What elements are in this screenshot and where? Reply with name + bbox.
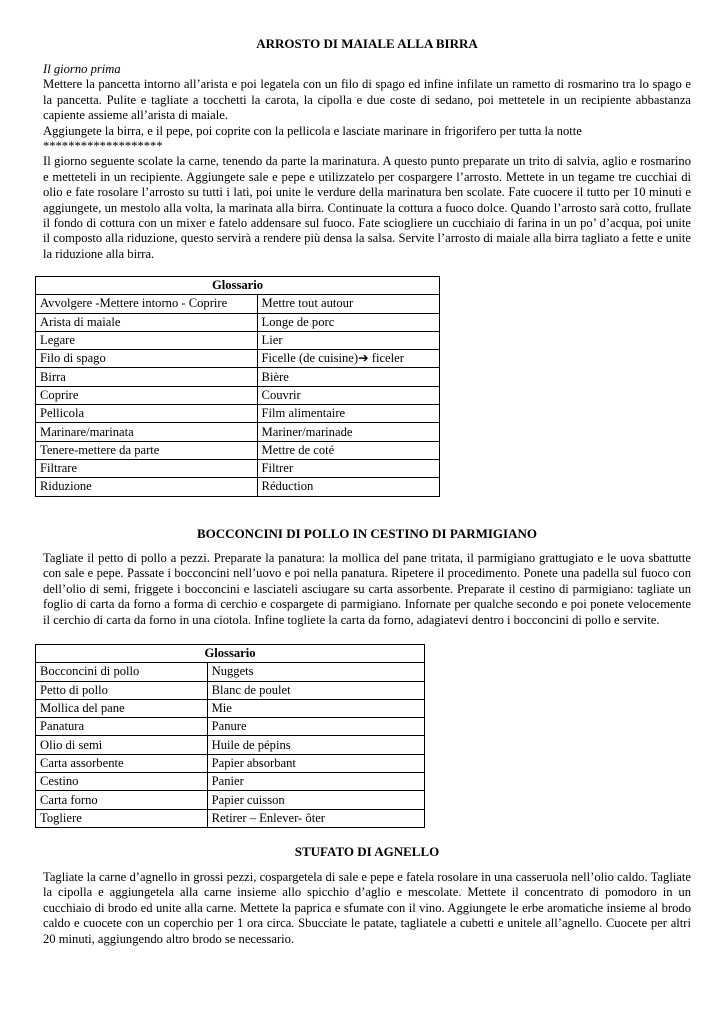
table-row	[36, 386, 440, 404]
recipe2-glossary-table	[35, 644, 425, 828]
glossary-french: Mariner/marinade	[257, 423, 439, 441]
glossary-french: Papier cuisson	[207, 791, 424, 809]
glossary-italian: Arista di maiale	[36, 313, 258, 331]
glossary-french: Panier	[207, 773, 424, 791]
glossary-french: Papier absorbant	[207, 754, 424, 772]
glossary-italian: Carta assorbente	[36, 754, 208, 772]
table-row	[36, 478, 440, 496]
table-row	[36, 699, 425, 717]
recipe1-glossary-table	[35, 276, 440, 497]
table-row	[36, 809, 425, 827]
glossary-french-extra: ficeler	[368, 351, 404, 366]
recipe1-paragraph-3: Il giorno seguente scolate la carne, tenendo da parte la marinatura. A questo punto preparate un trito di salvia, aglio e rosmarino e metteteli in un recipiente. Aggiungete sale e pepe e utilizzatelo per cospargere l’arrosto. Mettete in un tegame tre cucchiai di olio e fate rosolare l’arrosto su tutti i lati, poi unite le verdure della marinatura ben scolate. Fate cuocere il tutto per 10 minuti e aggiungete, un mestolo alla volta, la marinata alla birra. Continuate la cottura a fuoco dolce. Quando l’arrosto sarà cotto, frullate il fondo di cottura con un mixer e fatelo addensare sul fuoco. Fate sciogliere un cucchiaio di farina in un po’ d’acqua, poi unite il composto alla riduzione, questo servirà a rendere più densa la salsa. Servite l’arrosto di maiale alla birra tagliato a fette e unite la riduzione alla birra.	[43, 154, 691, 261]
glossary-italian: Riduzione	[36, 478, 258, 496]
glossary-italian: Petto di pollo	[36, 681, 208, 699]
glossary-italian: Filo di spago	[36, 350, 258, 368]
recipe1-paragraph-2: Aggiungete la birra, e il pepe, poi coprite con la pellicola e lasciate marinare in frigorifero per tutta la notte	[43, 123, 582, 138]
table-row	[36, 459, 440, 477]
table-row	[36, 405, 440, 423]
glossary-italian: Bocconcini di pollo	[36, 663, 208, 681]
table-row	[36, 681, 425, 699]
table-row	[36, 791, 425, 809]
glossary-italian: Marinare/marinata	[36, 423, 258, 441]
glossary-title: Glossario	[36, 277, 440, 295]
table-row	[36, 313, 440, 331]
recipe3-text	[43, 870, 691, 947]
table-row	[36, 718, 425, 736]
table-row	[36, 295, 440, 313]
table-row	[36, 773, 425, 791]
recipe1-paragraph-1: Mettere la pancetta intorno all’arista e poi legatela con un filo di spago ed infine infilate un rametto di rosmarino tra lo spago e la pancetta. Pulite e tagliate a tocchetti la carota, la cipolla e due coste di sedano, poi mettetele in un recipiente abbastanza capiente assieme all’arista di maiale.	[43, 77, 691, 123]
glossary-italian: Avvolgere -Mettere intorno - Coprire	[36, 295, 258, 313]
recipe2-paragraph-1: Tagliate il petto di pollo a pezzi. Preparate la panatura: la mollica del pane tritata, il parmigiano grattugiato e le uova sbattutte con sale e pepe. Passate i bocconcini nell’uovo e poi nella panatura. Ripetere il procedimento. Ponete una padella sul fuoco con dell’olio di semi, friggete i bocconcini e lasciateli asciugare su carta assorbente. Preparate il cestino di parmigiano: tagliate un foglio di carta da forno a forma di cerchio e cospargete di parmigiano. Infornate per qualche secondo e poi ponete velocemente il cerchio di carta da forno in una ciotola. Infine togliete la carta da forno, adagiatevi dentro i bocconcini di pollo e servite.	[43, 551, 691, 627]
glossary-french: Retirer – Enlever- ôter	[207, 809, 424, 827]
recipe1-subtitle: Il giorno prima	[43, 62, 121, 76]
glossary-title: Glossario	[36, 645, 425, 663]
glossary-french: Nuggets	[207, 663, 424, 681]
recipe2-text	[43, 551, 691, 628]
table-row	[36, 663, 425, 681]
glossary-italian: Coprire	[36, 386, 258, 404]
recipe1-title: ARROSTO DI MAIALE ALLA BIRRA	[256, 36, 478, 51]
arrow-right-icon: ➔	[358, 351, 369, 366]
glossary-french: Mettre de coté	[257, 441, 439, 459]
glossary-italian: Carta forno	[36, 791, 208, 809]
glossary-french: Réduction	[257, 478, 439, 496]
glossary-italian: Cestino	[36, 773, 208, 791]
recipe3-title: STUFATO DI AGNELLO	[294, 844, 440, 859]
table-row	[36, 368, 440, 386]
glossary-italian: Filtrare	[36, 459, 258, 477]
table-row	[36, 423, 440, 441]
table-row	[36, 331, 440, 349]
glossary-italian: Panatura	[36, 718, 208, 736]
table-row	[36, 754, 425, 772]
glossary-french: Blanc de poulet	[207, 681, 424, 699]
glossary-french: Lier	[257, 331, 439, 349]
glossary-french: Huile de pépins	[207, 736, 424, 754]
glossary-french: Longe de porc	[257, 313, 439, 331]
glossary-french: Film alimentaire	[257, 405, 439, 423]
glossary-french: Bière	[257, 368, 439, 386]
glossary-italian: Pellicola	[36, 405, 258, 423]
glossary-italian: Olio di semi	[36, 736, 208, 754]
table-row	[36, 736, 425, 754]
glossary-italian: Birra	[36, 368, 258, 386]
glossary-italian: Tenere-mettere da parte	[36, 441, 258, 459]
glossary-french: Mie	[207, 699, 424, 717]
glossary-french: Mettre tout autour	[257, 295, 439, 313]
glossary-french: Filtrer	[257, 459, 439, 477]
recipe3-paragraph-1: Tagliate la carne d’agnello in grossi pezzi, cospargetela di sale e pepe e fatela rosolare in una casseruola nell’olio caldo. Tagliate la cipolla e aggiungetela alla carne insieme allo spicchio d’aglio e mescolate. Mettete il concentrato di pomodoro in un cucchiaio di brodo ed unite alla carne. Mettete la paprica e sfumate con il vino. Aggiungete le erbe aromatiche insieme al brodo caldo e cuocete con un coperchio per 1 ora circa. Sbucciate le patate, tagliatele a cubetti e unitele all’agnello. Cuocete per altri 20 minuti, aggiungendo altro brodo se necessario.	[43, 870, 691, 946]
glossary-italian: Legare	[36, 331, 258, 349]
recipe2-title: BOCCONCINI DI POLLO IN CESTINO DI PARMIGIANO	[197, 526, 537, 541]
glossary-french	[257, 350, 439, 368]
glossary-italian: Togliere	[36, 809, 208, 827]
glossary-french: Panure	[207, 718, 424, 736]
glossary-italian: Mollica del pane	[36, 699, 208, 717]
recipe1-text	[43, 62, 691, 262]
table-row	[36, 350, 440, 368]
glossary-french-text: Ficelle (de cuisine)	[261, 351, 359, 366]
recipe1-separator: *******************	[43, 139, 163, 154]
glossary-french: Couvrir	[257, 386, 439, 404]
table-row	[36, 441, 440, 459]
